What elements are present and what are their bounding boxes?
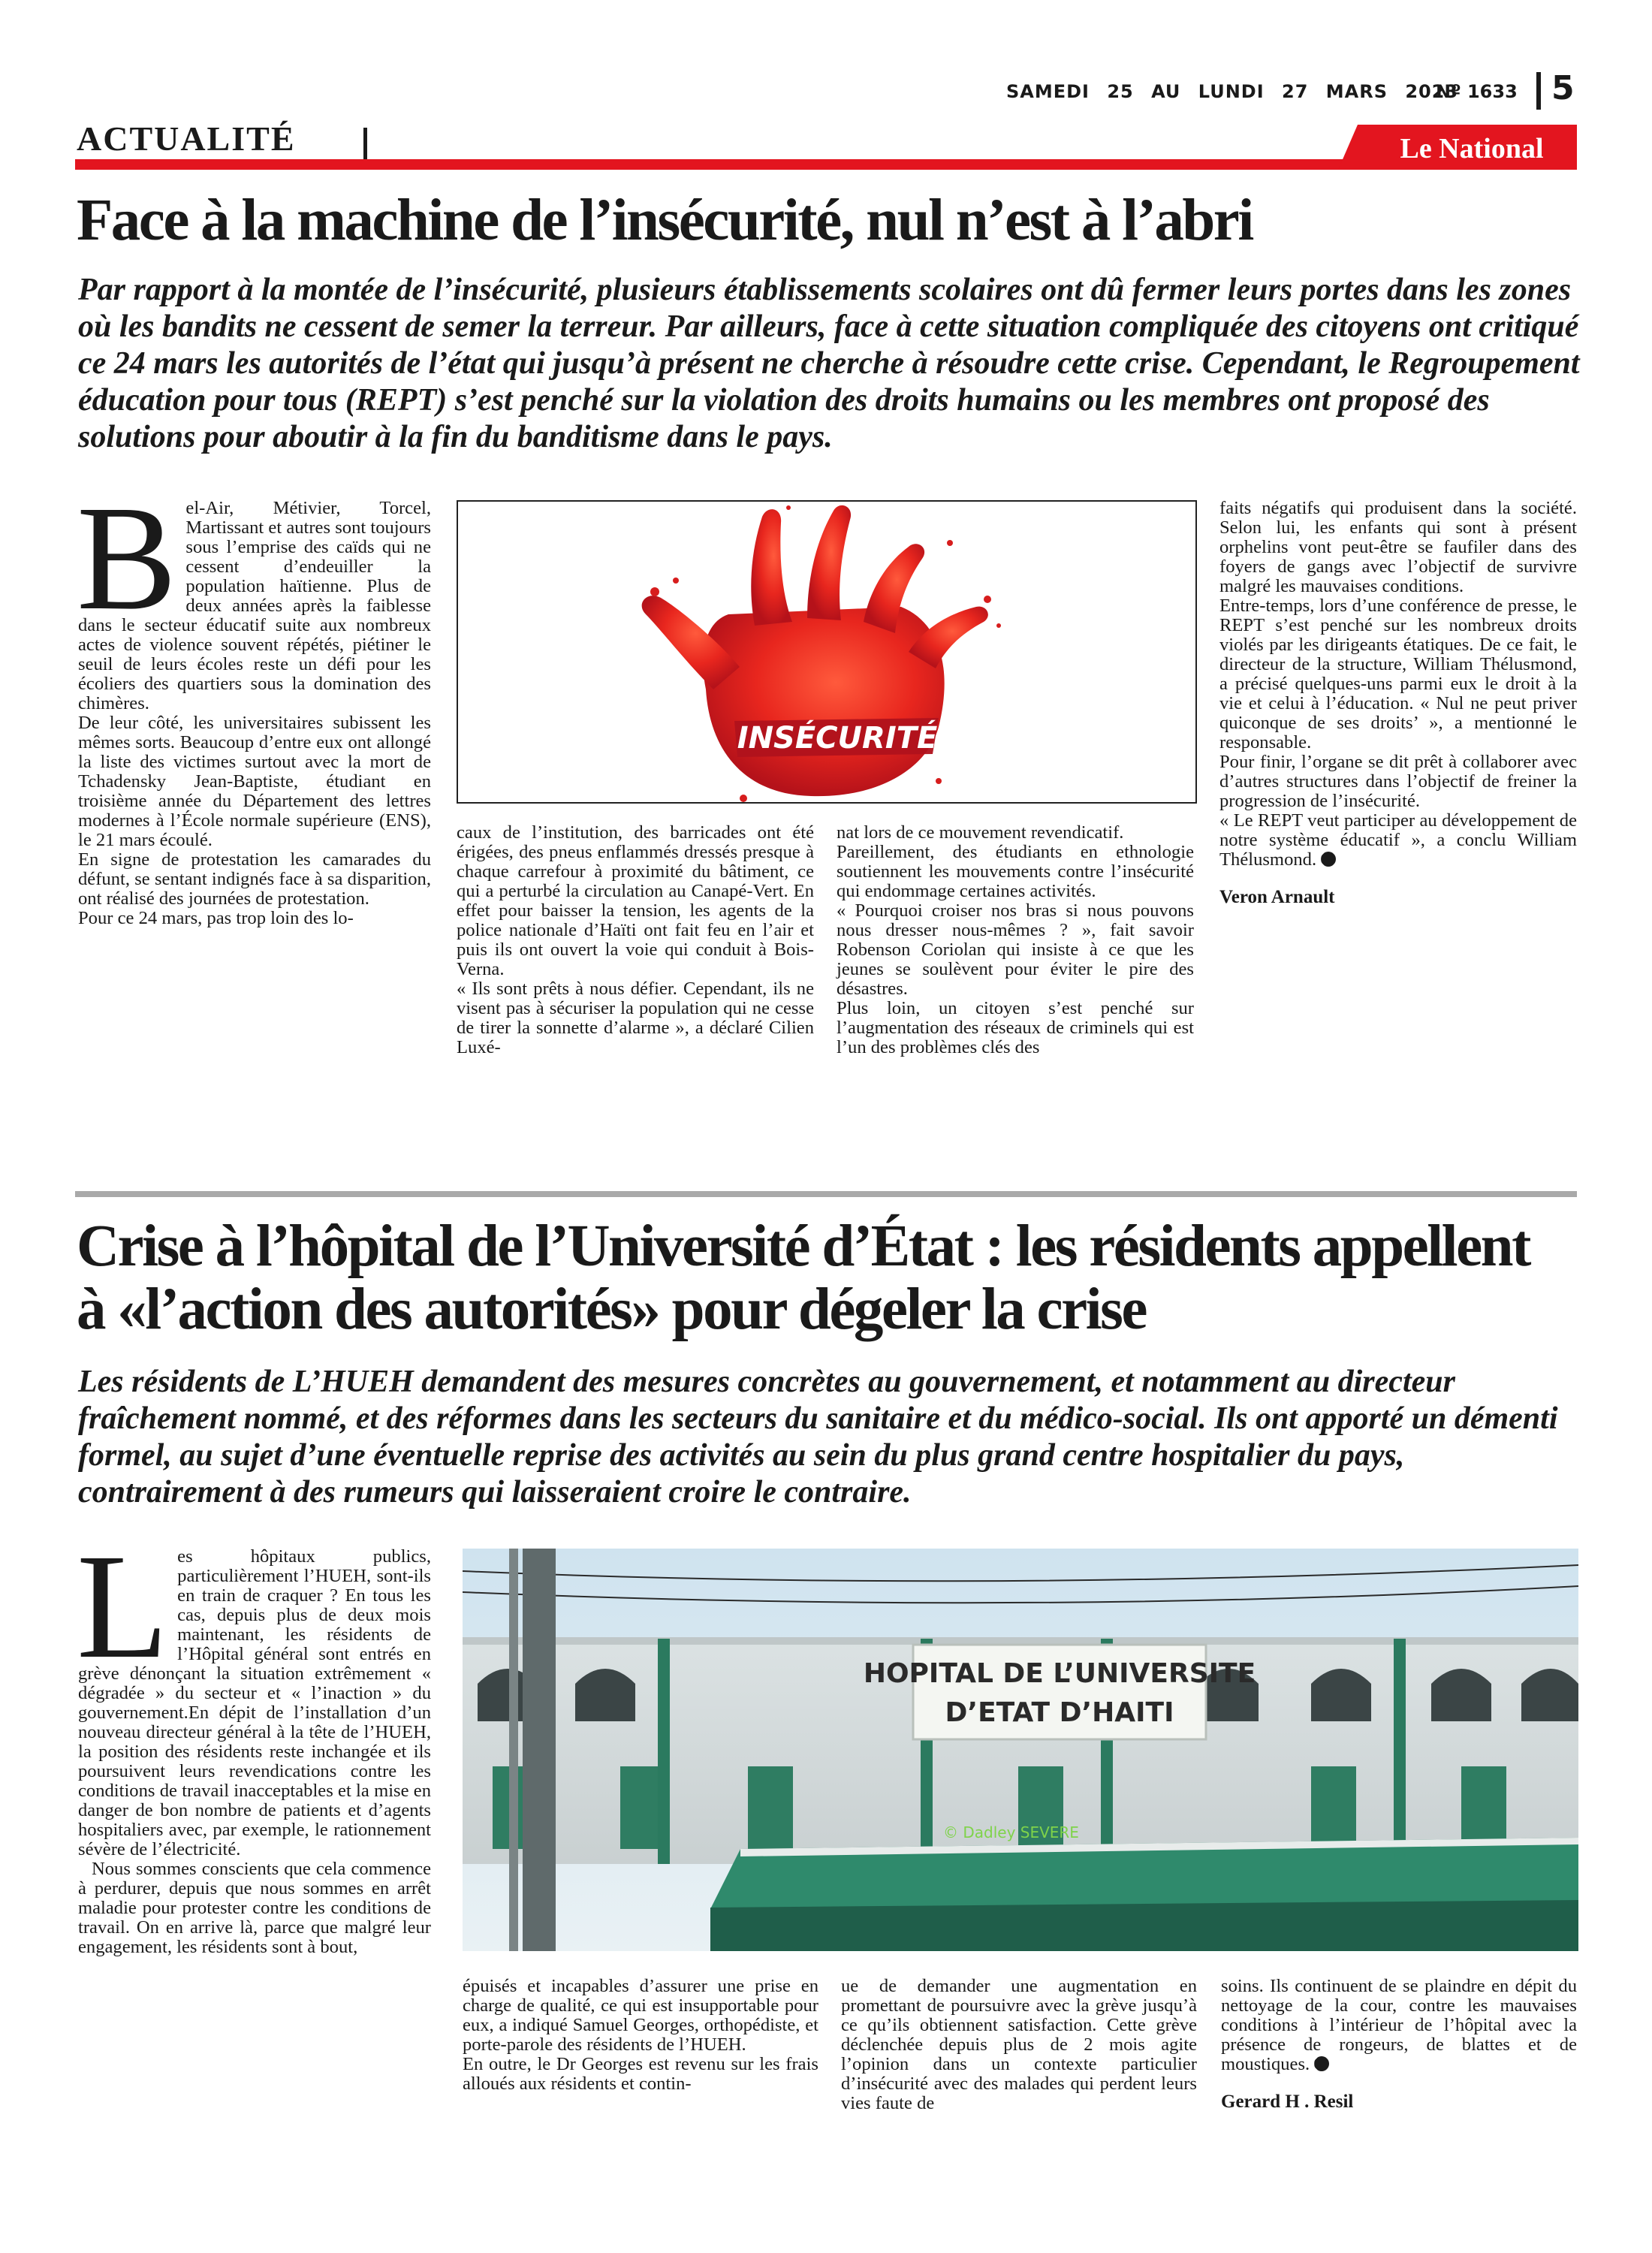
article-1-column-2: [457, 823, 814, 1057]
paragraph: Pour ce 24 mars, pas trop loin des lo-: [78, 908, 354, 928]
article-2-dropcap: L: [77, 1524, 169, 1690]
paragraph: faits négatifs qui produisent dans la société. Selon lui, les enfants qui sont à présent orphelins vont peut-être se faufiler dans des foyers de gangs avec l’objectif de survivre malgré les mauvaises conditions.: [1219, 498, 1577, 596]
paragraph: Nous sommes conscients que cela commence à perdurer, depuis que nous sommes en arrêt maladie pour protester contre les conditions de travail. On en arrive là, parce que malgré leur engagement, les résidents sont à bout,: [78, 1859, 431, 1957]
article-2-column-3: [841, 1977, 1197, 2113]
insecurity-label: INSÉCURITÉ: [737, 721, 938, 756]
article-2-headline: [77, 1215, 1530, 1341]
section-divider: [363, 128, 367, 159]
article-1-byline: Veron Arnault: [1219, 887, 1335, 907]
paragraph: « Ils sont prêts à nous défier. Cependant, ils ne visent pas à sécuriser la population qui ne cesse de tirer la sonnette d’alarme », a déclaré Cilien Luxé-: [457, 979, 814, 1057]
page-number: 5: [1551, 69, 1575, 107]
paragraph: Pareillement, des étudiants en ethnologie soutiennent les mouvements contre l’insécurité qui endommage certaines activités.: [837, 842, 1194, 901]
paragraph: De leur côté, les universitaires subissent les mêmes sorts. Beaucoup d’entre eux ont allongé la liste des victimes surtout avec la mort de Tchadensky Jean-Baptiste, étudiant en troisième année du Département des lettres modernes à l’École normale supérieure (ENS), le 21 mars écoulé.: [78, 713, 431, 850]
article-1-column-1: [77, 475, 431, 928]
paragraph: épuisés et incapables d’assurer une prise en charge de qualité, ce qui est insupportable pour eux, a indiqué Samuel Georges, orthopédiste, et porte-parole des résidents de l’HUEH.: [463, 1976, 818, 2055]
paragraph: En outre, le Dr Georges est revenu sur les frais alloués aux résidents et contin-: [463, 2054, 818, 2094]
paragraph: caux de l’institution, des barricades ont été érigées, des pneus enflammés dressés presque à chaque carrefour à proximité du bâtiment, ce qui a perturbé la circulation au Canapé-Vert. En effet pour baisser la tension, les agents de la police nationale d’Haïti ont fait feu en l’air et puis ils ont ouvert la voie qui conduit à Bois-Verna.: [457, 822, 814, 979]
article-2-headline-line-1: Crise à l’hôpital de l’Université d’État : les résidents appellent: [77, 1214, 1530, 1279]
article-2-column-1: [77, 1524, 431, 1957]
paragraph: En signe de protestation les camarades du défunt, se sentant indignés face à sa disparition, ont réalisé des journées de protestation.: [78, 849, 431, 909]
article-2-headline-line-2: à «l’action des autorités» pour dégeler la crise: [77, 1277, 1146, 1342]
paragraph: Entre-temps, lors d’une conférence de presse, le REPT s’est penché sur les nombreux droits violés par les dirigeants étatiques. De ce fait, le directeur de la structure, William Thélusmond, a précisé quelques-uns parmi eux le droit à la vie et celui à l’éducation. « Nul ne peut priver quiconque de ses droits’ », a mentionné le responsable.: [1219, 596, 1577, 753]
paragraph: Plus loin, un citoyen s’est penché sur l’augmentation des réseaux de criminels qui est l’un des problèmes clés des: [837, 998, 1194, 1057]
end-mark-icon: [1314, 2056, 1329, 2071]
article-1-column-4: [1219, 499, 1577, 907]
hospital-building-icon: [463, 1549, 1578, 1951]
article-1-dek: Par rapport à la montée de l’insécurité, plusieurs établissements scolaires ont dû fermer leurs portes dans les zones où les bandits ne cessent de semer la terreur. Par ailleurs, face à cette situation compliquée des citoyens ont critiqué ce 24 mars les autorités de l’état qui jusqu’à présent ne cherche à résoudre cette crise. Cependant, le Regroupement éducation pour tous (REPT) s’est penché sur la violation des droits humains ou les membres ont proposé des solutions pour aboutir à la fin du banditisme dans le pays.: [78, 273, 1580, 454]
hospital-sign-line-2: D’ETAT D’HAITI: [945, 1697, 1174, 1728]
brand-name: Le National: [1400, 133, 1544, 164]
issue-date: SAMEDI 25 AU LUNDI 27 MARS 2023: [1006, 81, 1459, 102]
article-2-column-4: [1221, 1977, 1577, 2112]
end-mark-icon: [1321, 852, 1336, 867]
hospital-photo: [463, 1549, 1578, 1951]
paragraph: Pour finir, l’organe se dit prêt à collaborer avec d’autres structures dans l’objectif de freiner la progression de l’insécurité.: [1219, 752, 1577, 811]
article-separator: [75, 1191, 1577, 1197]
paragraph: [1221, 1977, 1577, 2074]
paragraph: nat lors de ce mouvement revendicatif.: [837, 822, 1124, 843]
article-1-headline: Face à la machine de l’insécurité, nul n’est à l’abri: [77, 188, 1253, 253]
closing-quote: « Le REPT veut participer au développement de notre système éducatif », a conclu William Thélusmond.: [1219, 810, 1577, 870]
paragraph: ue de demander une augmentation en promettant de poursuivre avec la grève jusqu’à ce qu’ils obtiennent satisfaction. Cette grève déclenchée depuis plus de 2 mois agite l’opinion dans un contexte particulier d’insécurité avec des malades qui perdent leurs vies faute de: [841, 1976, 1197, 2113]
red-hand-icon: [458, 502, 1195, 802]
article-1-column-3: [837, 823, 1194, 1057]
header-divider: [1536, 72, 1541, 110]
section-label: ACTUALITÉ: [77, 119, 296, 158]
photo-credit: © Dadley SEVERE: [943, 1823, 1079, 1841]
paragraph: [1219, 811, 1577, 870]
article-2-dek: Les résidents de L’HUEH demandent des mesures concrètes au gouvernement, et notamment au directeur fraîchement nommé, et des réformes dans les secteurs du sanitaire et du médico-social. Ils ont apporté un démenti formel, au sujet d’une éventuelle reprise des activités au sein du plus grand centre hospitalier du pays, contrairement à des rumeurs qui laisseraient croire le contraire.: [78, 1365, 1558, 1510]
article-2-column-2: [463, 1977, 818, 2094]
paragraph: « Pourquoi croiser nos bras si nous pouvons nous dresser nous-mêmes ? », fait savoir Robenson Coriolan qui insiste à ce que les jeunes se soulèvent pour éviter le pire des désastres.: [837, 900, 1194, 999]
closing-text: soins. Ils continuent de se plaindre en dépit du nettoyage de la cour, contre les mauvaises conditions à l’intérieur de l’hôpital avec la présence de rongeurs, de blattes et de moustiques.: [1221, 1976, 1577, 2074]
paragraph: es hôpitaux publics, particulièrement l’HUEH, sont-ils en train de craquer ? En tous les cas, depuis plus de deux mois maintenant, les résidents de l’Hôpital général sont entrés en grève dénonçant la situation extrêmement « dégradée » du secteur et « l’inaction » du gouvernement.En dépit de l’installation d’un nouveau directeur général à la tête de l’HUEH, la position des résidents reste inchangée et ils poursuivent leurs revendications contre les conditions de travail inacceptables et la mise en danger de bon nombre de patients et d’agents hospitaliers avec, par exemple, le rationnement sévère de l’électricité.: [78, 1546, 431, 1859]
issue-number: Nº 1633: [1436, 81, 1518, 102]
paragraph: el-Air, Métivier, Torcel, Martissant et autres sont toujours sous l’emprise des caïds qui ne cessent d’endeuiller la population haïtienne. Plus de deux années après la faiblesse dans le secteur éducatif suite aux nombreux actes de violence souvent répétés, piétiner le seuil de leurs écoles reste un défi pour les écoliers des quartiers sous la domination des chimères.: [78, 498, 431, 713]
article-2-byline: Gerard H . Resil: [1221, 2092, 1354, 2112]
article-1-dropcap: B: [77, 475, 177, 641]
hospital-sign-line-1: HOPITAL DE L’UNIVERSITE: [863, 1658, 1256, 1689]
insecurity-illustration: [457, 500, 1197, 804]
